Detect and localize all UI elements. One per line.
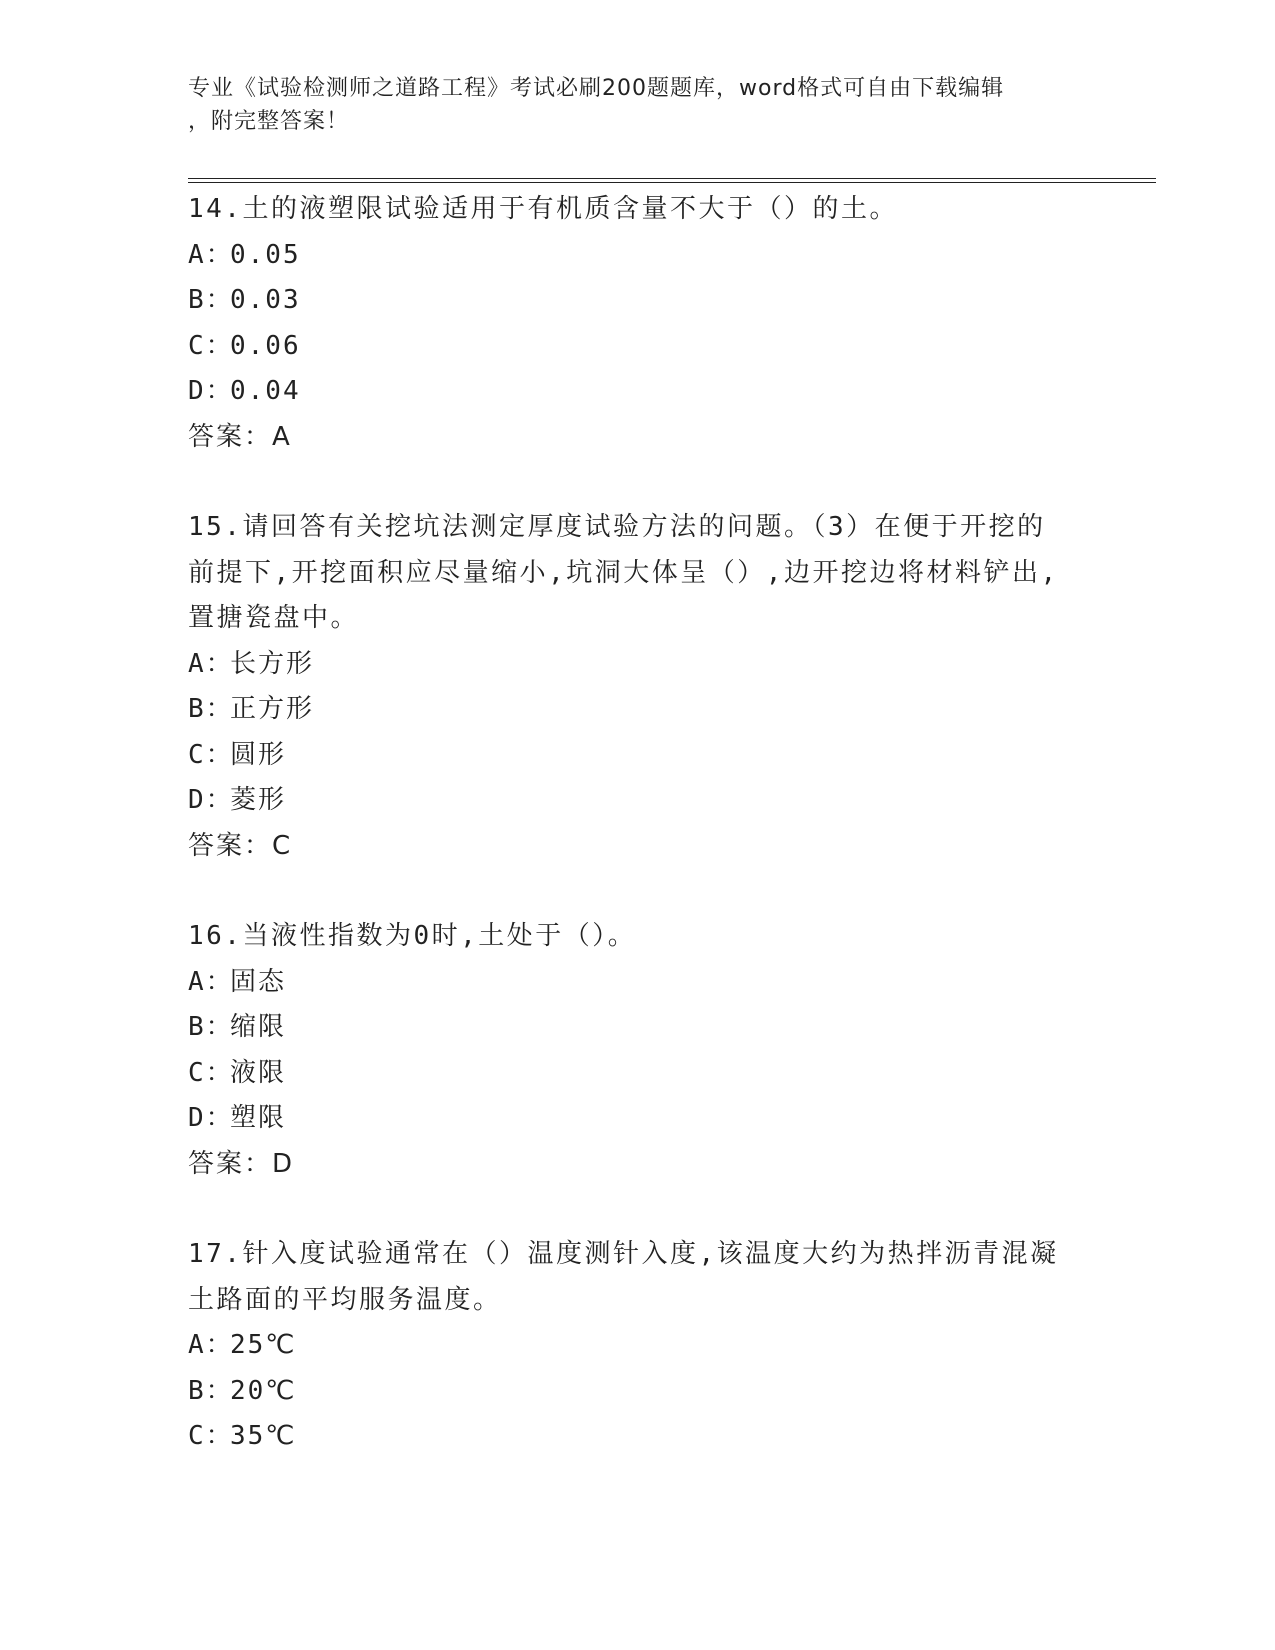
question-list	[188, 187, 1068, 1505]
option-letter: A：	[188, 966, 234, 997]
option-a	[188, 1323, 1068, 1369]
option-text: 0.05	[230, 239, 301, 270]
option-d	[188, 778, 1068, 824]
option-letter: B：	[188, 694, 234, 724]
option-text: 正方形	[230, 694, 315, 724]
question-stem: 16.当液性指数为0时,土处于（）。	[188, 921, 637, 951]
option-letter: D：	[188, 376, 234, 406]
option-text: 25℃	[230, 1330, 297, 1360]
header-divider	[188, 178, 1156, 183]
option-c	[188, 1414, 1068, 1460]
option-text: 0.04	[230, 376, 301, 406]
option-text: 35℃	[230, 1421, 297, 1451]
option-a	[188, 233, 1068, 279]
answer-line: 答案：D	[188, 1148, 295, 1179]
option-text: 固态	[230, 966, 287, 997]
header-title-line1: 专业《试验检测师之道路工程》考试必刷200题题库，word格式可自由下载编辑	[188, 76, 1005, 101]
option-text: 液限	[230, 1057, 287, 1088]
option-b	[188, 1005, 1068, 1051]
option-text: 0.06	[230, 330, 301, 361]
option-letter: A：	[188, 1330, 234, 1360]
question-stem: 15.请回答有关挖坑法测定厚度试验方法的问题。（3）在便于开挖的前提下,开挖面积应尽量缩小,坑洞大体呈（）,边开挖边将材料铲出,置搪瓷盘中。	[188, 512, 1059, 633]
question-17	[188, 1232, 1068, 1460]
question-stem: 17.针入度试验通常在（）温度测针入度,该温度大约为热拌沥青混凝土路面的平均服务温度。	[188, 1239, 1059, 1315]
option-text: 缩限	[230, 1012, 287, 1042]
option-c	[188, 1051, 1068, 1097]
option-d	[188, 369, 1068, 415]
option-letter: B：	[188, 1375, 234, 1406]
option-text: 圆形	[230, 739, 287, 770]
question-15	[188, 505, 1068, 869]
answer-line: 答案：C	[188, 830, 293, 861]
question-16	[188, 914, 1068, 1187]
answer-line: 答案：A	[188, 421, 292, 452]
option-b	[188, 687, 1068, 733]
option-d	[188, 1096, 1068, 1142]
question-14	[188, 187, 1068, 460]
option-c	[188, 324, 1068, 370]
option-letter: D：	[188, 785, 234, 815]
option-c	[188, 733, 1068, 779]
option-text: 长方形	[230, 648, 315, 679]
option-letter: A：	[188, 648, 234, 679]
option-letter: C：	[188, 739, 234, 770]
option-a	[188, 642, 1068, 688]
header-title-line2: ，附完整答案！	[188, 109, 350, 134]
option-a	[188, 960, 1068, 1006]
document-header	[188, 72, 1068, 138]
option-letter: C：	[188, 330, 234, 361]
question-stem: 14.土的液塑限试验适用于有机质含量不大于（）的土。	[188, 194, 898, 224]
option-letter: A：	[188, 239, 234, 270]
option-text: 20℃	[230, 1375, 297, 1406]
option-letter: B：	[188, 1012, 234, 1042]
option-b	[188, 1369, 1068, 1415]
option-letter: C：	[188, 1421, 234, 1451]
option-letter: B：	[188, 285, 234, 315]
option-text: 塑限	[230, 1103, 287, 1133]
option-text: 菱形	[230, 785, 287, 815]
option-letter: C：	[188, 1057, 234, 1088]
option-b	[188, 278, 1068, 324]
option-letter: D：	[188, 1103, 234, 1133]
option-text: 0.03	[230, 285, 301, 315]
